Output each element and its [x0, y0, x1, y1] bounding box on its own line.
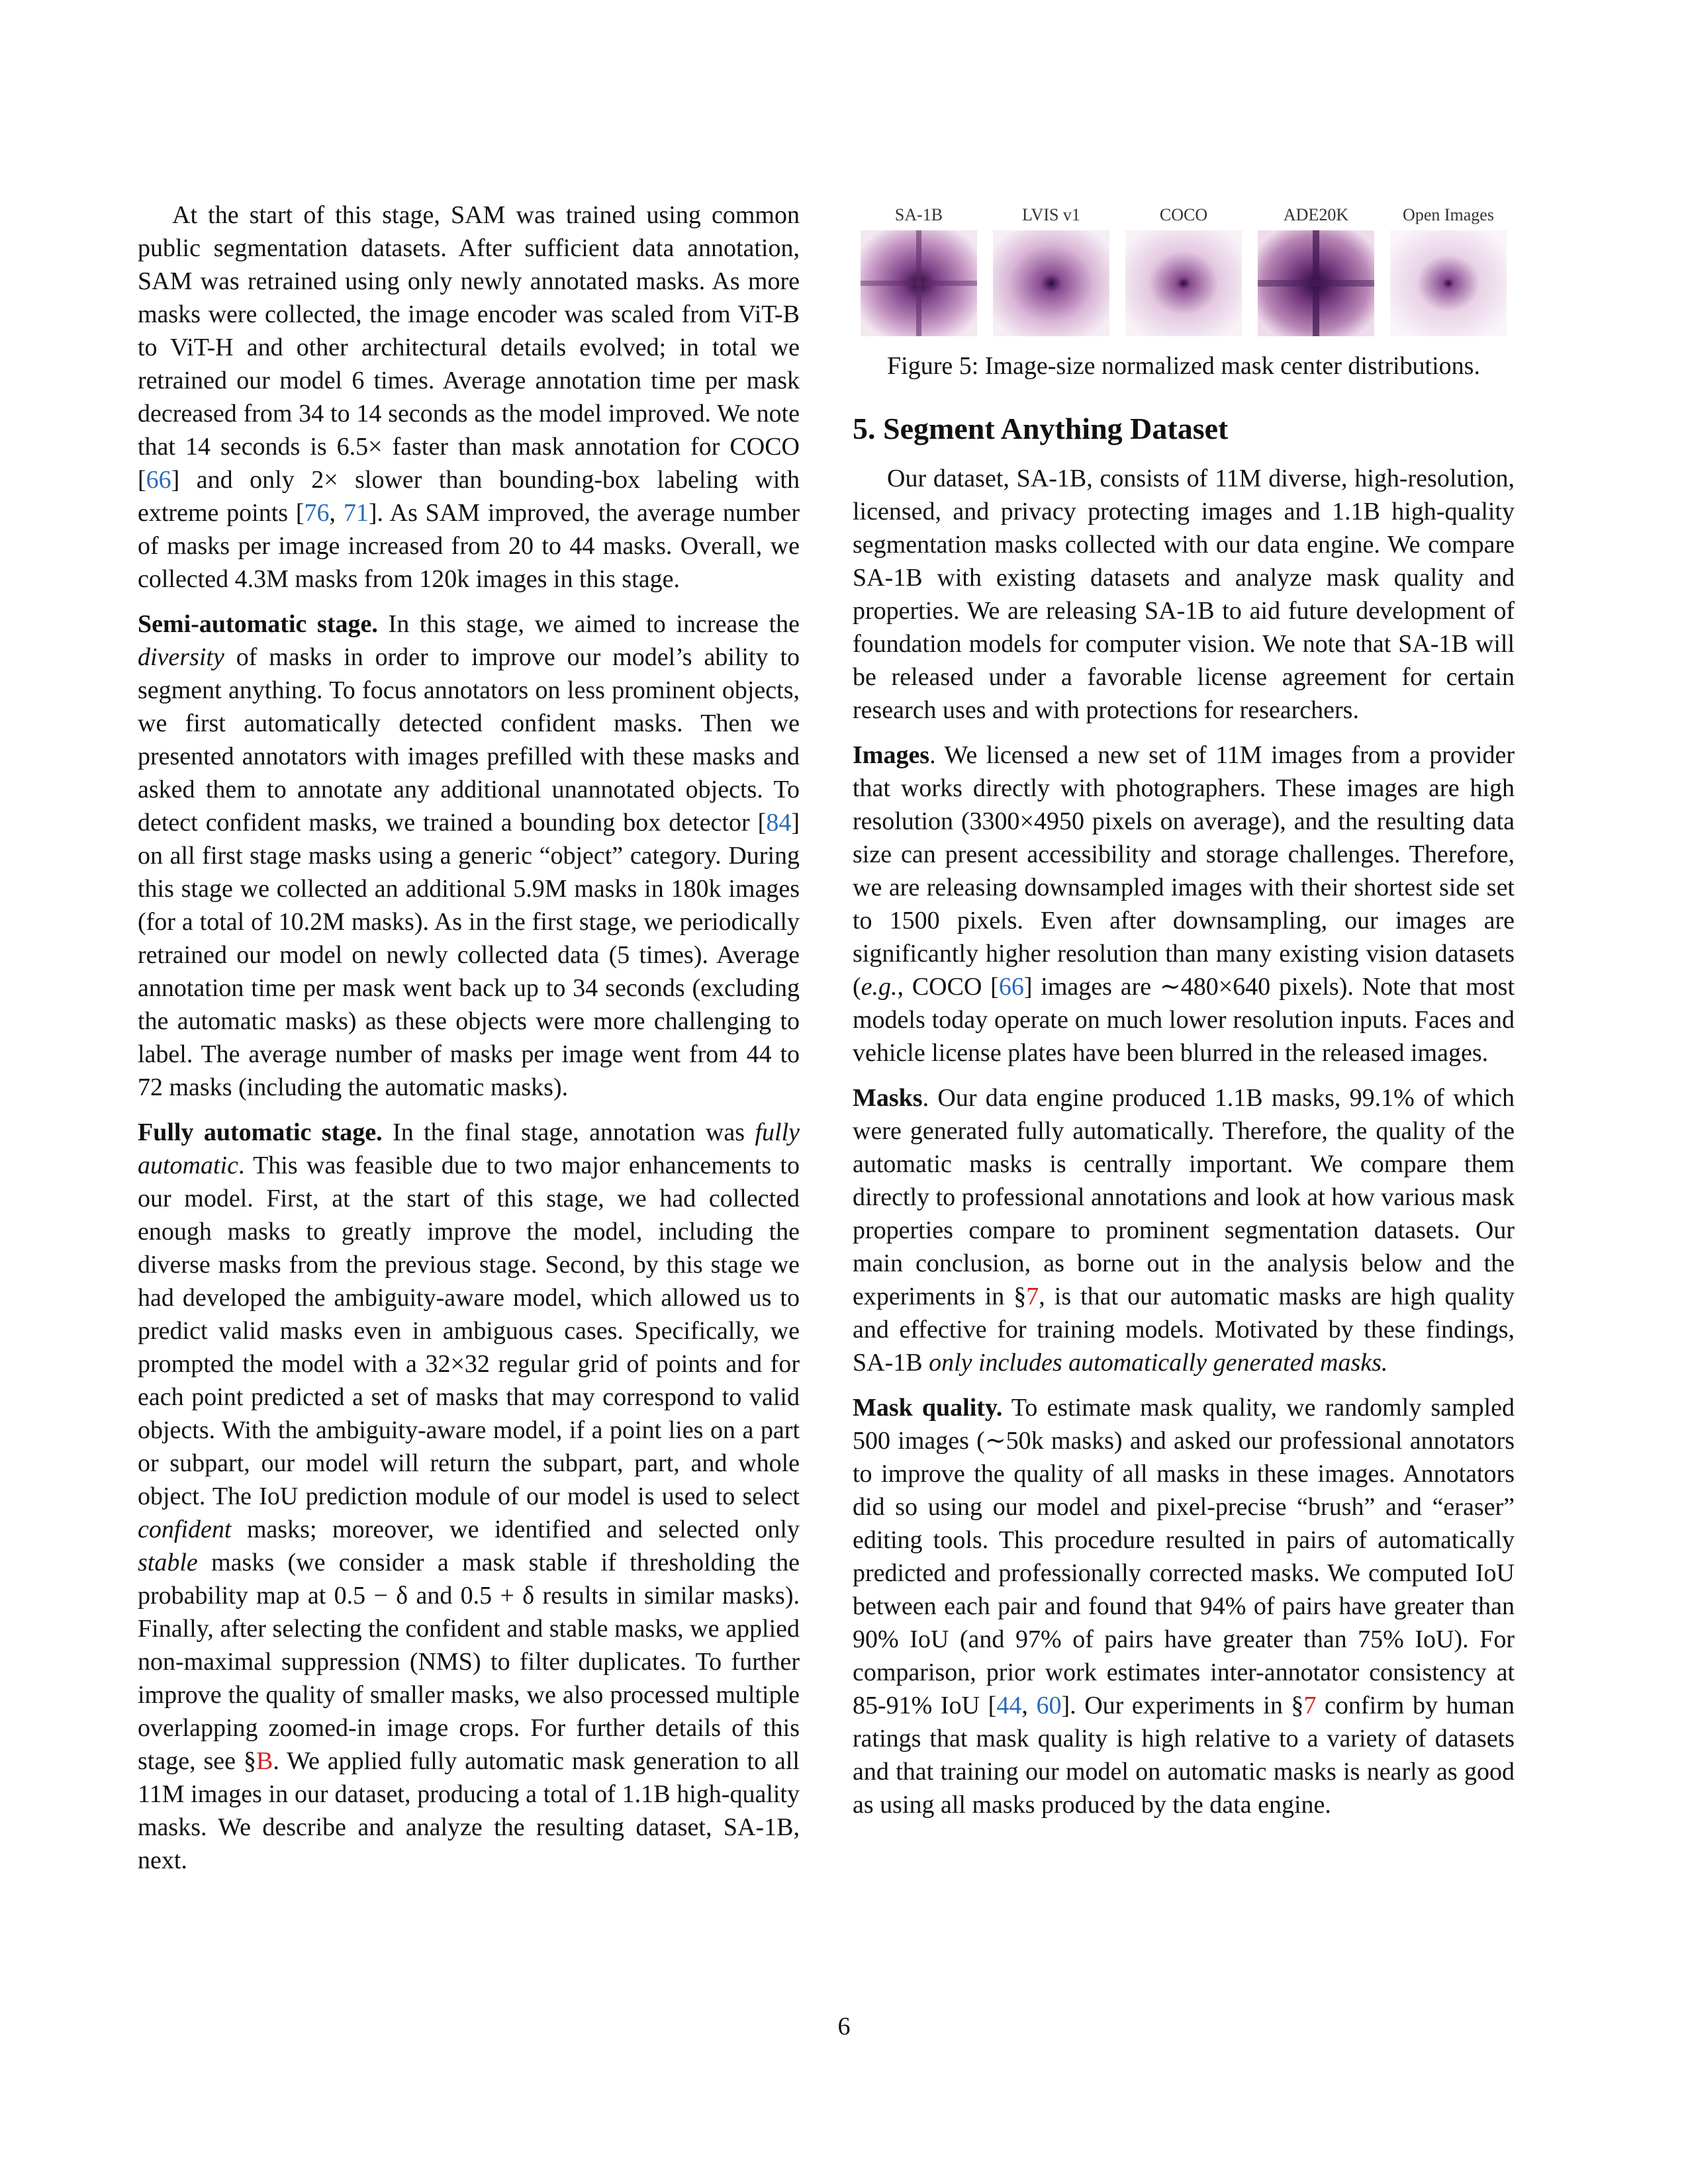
distribution-heatmap-ade20k [1258, 230, 1374, 336]
citation-link[interactable]: 71 [343, 499, 369, 527]
figure-labels [853, 199, 1515, 225]
text: , COCO [ [897, 973, 999, 1001]
distribution-heatmap-sa1b [861, 230, 977, 336]
text: , is that our automatic masks are high quality and effective for training models. Motivated by these findings, SA-1B [853, 1283, 1515, 1377]
citation-link[interactable]: 76 [304, 499, 330, 527]
figure-label-open-images: Open Images [1403, 205, 1494, 224]
citation-link[interactable]: 44 [996, 1692, 1022, 1719]
distribution-heatmap-lvis [993, 230, 1109, 336]
emphasis: e.g. [861, 973, 898, 1001]
run-in-heading: Semi-automatic stage. [138, 610, 378, 638]
text: To estimate mask quality, we randomly sampled 500 images (∼50k masks) and asked our professional annotators to improve the quality of all masks in these images. Annotators did so using our model and pixel-precise “brush” and “eraser” editing tools. This procedure resulted in pairs of automatically predicted and professionally corrected masks. We computed IoU between each pair and found that 94% of pairs have greater than 90% IoU (and 97% of pairs have greater than 75% IoU). For comparison, prior work estimates inter-annotator consistency at 85-91% IoU [ [853, 1394, 1515, 1719]
figure-5 [853, 199, 1515, 397]
text: . This was feasible due to two major enhancements to our model. First, at the start of this stage, we had collected enough masks to greatly improve the model, including the diverse masks from the previous stage. Second, by this stage we had developed the ambiguity-aware model, which allowed us to predict valid masks even in ambiguous cases. Specifically, we prompted the model with a 32×32 regular grid of points and for each point predicted a set of masks that may correspond to valid objects. With the ambiguity-aware model, if a point lies on a part or subpart, our model will return the subpart, part, and whole object. The IoU prediction module of our model is used to select [138, 1152, 800, 1510]
figure-label-ade20k: ADE20K [1283, 205, 1349, 224]
citation-link[interactable]: 66 [146, 466, 171, 494]
figure-label-coco: COCO [1159, 205, 1208, 224]
section-link[interactable]: 7 [1026, 1283, 1039, 1310]
paragraph-images [853, 739, 1515, 1069]
text: ] on all first stage masks using a generic “object” category. During this stage we collected an additional 5.9M masks in 180k images (for a total of 10.2M masks). As in the first stage, we periodically retrained our model on newly collected data (5 times). Average annotation time per mask went back up to 34 seconds (excluding the automatic masks) as these objects were more challenging to label. The average number of masks per image went from 44 to 72 masks (including the automatic masks). [138, 809, 800, 1101]
run-in-heading: Mask quality. [853, 1394, 1003, 1422]
run-in-heading: Masks [853, 1084, 923, 1112]
text: ] images are ∼480×640 pixels). Note that most models today operate on much lower resolution inputs. Faces and vehicle license plates have been blurred in the released images. [853, 973, 1515, 1067]
text: confirm by human ratings that mask quality is high relative to a variety of datasets and that training our model on automatic masks is nearly as good as using all masks produced by the data engine. [853, 1692, 1515, 1819]
left-column [138, 199, 800, 1889]
citation-link[interactable]: 60 [1036, 1692, 1062, 1719]
text: In the final stage, annotation was [382, 1118, 755, 1146]
page-number: 6 [837, 2013, 851, 2040]
text: , [1021, 1692, 1037, 1719]
figure-label-lvis: LVIS v1 [1022, 205, 1080, 224]
figure-label-sa1b: SA-1B [894, 205, 943, 224]
right-column [853, 199, 1515, 1833]
figure-panels [853, 230, 1515, 336]
emphasis: fully automatic [138, 1118, 800, 1179]
text: ]. Our experiments in § [1061, 1692, 1304, 1719]
paragraph-masks [853, 1081, 1515, 1379]
section-heading: 5. Segment Anything Dataset [853, 412, 1229, 445]
paragraph-semi-automatic-stage [138, 608, 800, 1104]
text: At the start of this stage, SAM was trained using common public segmentation datasets. After sufficient data annotation, SAM was retrained using only newly annotated masks. As more masks were collected, the image encoder was scaled from ViT-B to ViT-H and other architectural details evolved; in total we retrained our model 6 times. Average annotation time per mask decreased from 34 to 14 seconds as the model improved. We note that 14 seconds is 6.5× faster than mask annotation for COCO [ [138, 201, 800, 494]
emphasis: stable [138, 1549, 198, 1576]
run-in-heading: Fully automatic stage. [138, 1118, 383, 1146]
text: . Our data engine produced 1.1B masks, 99.1% of which were generated fully automatically. Therefore, the quality of the automatic masks is centrally important. We compare them directly to professional annotations and look at how various mask properties compare to prominent segmentation datasets. Our main conclusion, as borne out in the analysis below and the experiments in § [853, 1084, 1515, 1310]
text: of masks in order to improve our model’s ability to segment anything. To focus annotators on less prominent objects, we first automatically detected confident masks. Then we presented annotators with images prefilled with these masks and asked them to annotate any additional unannotated objects. To detect confident masks, we trained a bounding box detector [ [138, 643, 800, 837]
text: In this stage, we aimed to increase the [377, 610, 800, 638]
text: masks (we consider a mask stable if thresholding the probability map at 0.5 − δ and 0.5 + δ results in similar masks). Finally, after selecting the confident and stable masks, we applied non-maximal suppression (NMS) to filter duplicates. To further improve the quality of smaller masks, we also processed multiple overlapping zoomed-in image crops. For further details of this stage, see § [138, 1549, 800, 1775]
paragraph-data-engine-manual [138, 199, 800, 596]
paragraph-dataset-intro: Our dataset, SA-1B, consists of 11M diverse, high-resolution, licensed, and privacy protecting images and 1.1B high-quality segmentation masks collected with our data engine. We compare SA-1B with existing datasets and analyze mask quality and properties. We are releasing SA-1B to aid future development of foundation models for computer vision. We note that SA-1B will be released under a favorable license agreement for certain research uses and with protections for researchers. [853, 465, 1515, 724]
emphasis: only includes automatically generated masks. [929, 1349, 1388, 1377]
emphasis: confident [138, 1516, 232, 1543]
section-link[interactable]: 7 [1303, 1692, 1317, 1719]
citation-link[interactable]: 84 [766, 809, 792, 837]
distribution-heatmap-coco [1125, 230, 1242, 336]
text: ]. As SAM improved, the average number of masks per image increased from 20 to 44 masks. Overall, we collected 4.3M masks from 120k images in this stage. [138, 499, 800, 593]
citation-link[interactable]: 66 [998, 973, 1024, 1001]
paragraph-fully-automatic-stage [138, 1116, 800, 1877]
distribution-heatmap-open-images [1390, 230, 1507, 336]
text: ] and only 2× slower than bounding-box labeling with extreme points [ [138, 466, 800, 527]
section-link[interactable]: B [256, 1747, 273, 1775]
run-in-heading: Images [853, 741, 930, 769]
text: masks; moreover, we identified and selected only [231, 1516, 800, 1543]
emphasis: diversity [138, 643, 224, 671]
text: . We licensed a new set of 11M images from a provider that works directly with photographers. These images are high resolution (3300×4950 pixels on average), and the resulting data size can present accessibility and storage challenges. Therefore, we are releasing downsampled images with their shortest side set to 1500 pixels. Even after downsampling, our images are significantly higher resolution than many existing vision datasets ( [853, 741, 1515, 1001]
text: , [329, 499, 344, 527]
paragraph-mask-quality [853, 1391, 1515, 1821]
text: . We applied fully automatic mask generation to all 11M images in our dataset, producing a total of 1.1B high-quality masks. We describe and analyze the resulting dataset, SA-1B, next. [138, 1747, 800, 1874]
figure-caption: Figure 5: Image-size normalized mask center distributions. [887, 352, 1480, 380]
